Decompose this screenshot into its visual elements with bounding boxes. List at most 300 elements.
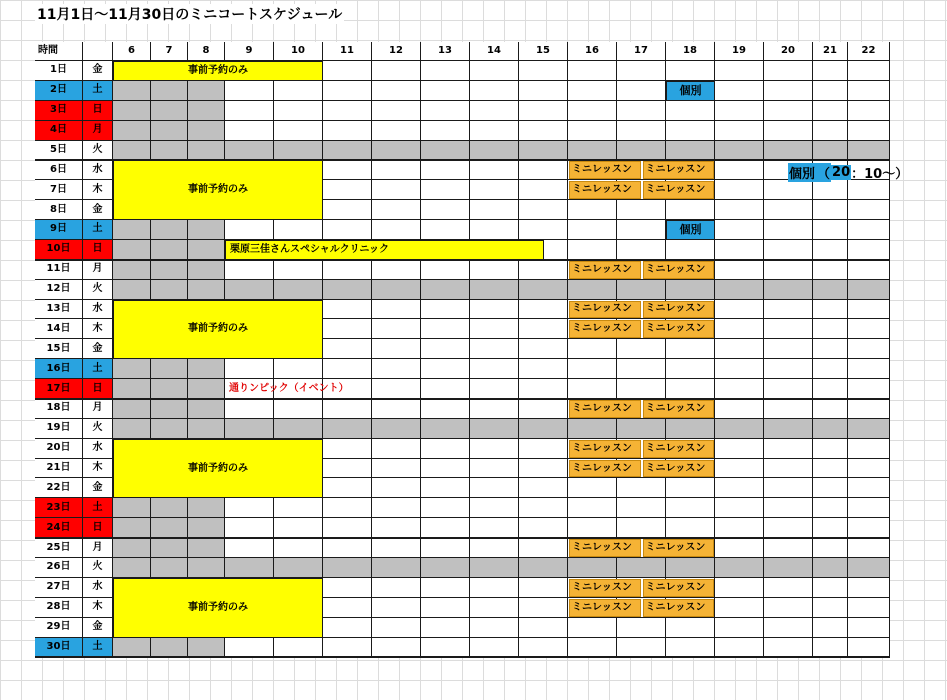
- time-slot-cell[interactable]: [617, 638, 666, 658]
- time-slot-cell[interactable]: [715, 141, 764, 161]
- time-slot-cell[interactable]: [617, 478, 666, 498]
- time-slot-cell[interactable]: [372, 419, 421, 439]
- time-slot-cell[interactable]: [519, 498, 568, 518]
- time-slot-cell[interactable]: [323, 300, 372, 320]
- time-slot-cell[interactable]: [151, 399, 188, 419]
- time-slot-cell[interactable]: [323, 439, 372, 459]
- time-slot-cell[interactable]: [519, 578, 568, 598]
- time-slot-cell[interactable]: [421, 61, 470, 81]
- time-slot-cell[interactable]: [323, 578, 372, 598]
- time-slot-cell[interactable]: [666, 61, 715, 81]
- time-slot-cell[interactable]: [813, 141, 848, 161]
- time-slot-cell[interactable]: [813, 498, 848, 518]
- time-slot-cell[interactable]: [188, 518, 225, 538]
- time-slot-cell[interactable]: [715, 638, 764, 658]
- mini-lesson-block[interactable]: ミニレッスン: [643, 599, 715, 617]
- time-slot-cell[interactable]: [372, 359, 421, 379]
- time-slot-cell[interactable]: [188, 81, 225, 101]
- time-slot-cell[interactable]: [813, 240, 848, 260]
- time-slot-cell[interactable]: [519, 538, 568, 558]
- time-slot-cell[interactable]: [323, 141, 372, 161]
- time-slot-cell[interactable]: [848, 478, 890, 498]
- time-slot-cell[interactable]: [151, 638, 188, 658]
- mini-lesson-block[interactable]: ミニレッスン: [643, 579, 715, 597]
- time-slot-cell[interactable]: [113, 638, 151, 658]
- time-slot-cell[interactable]: [617, 220, 666, 240]
- time-slot-cell[interactable]: [225, 538, 274, 558]
- time-slot-cell[interactable]: [225, 359, 274, 379]
- time-slot-cell[interactable]: [715, 518, 764, 538]
- time-slot-cell[interactable]: [764, 359, 813, 379]
- time-slot-cell[interactable]: [848, 518, 890, 538]
- time-slot-cell[interactable]: [421, 180, 470, 200]
- mini-lesson-block[interactable]: ミニレッスン: [643, 440, 715, 458]
- time-slot-cell[interactable]: [813, 638, 848, 658]
- time-slot-cell[interactable]: [470, 81, 519, 101]
- time-slot-cell[interactable]: [568, 419, 617, 439]
- time-slot-cell[interactable]: [848, 280, 890, 300]
- time-slot-cell[interactable]: [323, 558, 372, 578]
- time-slot-cell[interactable]: [372, 538, 421, 558]
- time-slot-cell[interactable]: [421, 300, 470, 320]
- time-slot-cell[interactable]: [274, 141, 323, 161]
- time-slot-cell[interactable]: [113, 419, 151, 439]
- time-slot-cell[interactable]: [813, 459, 848, 479]
- time-slot-cell[interactable]: [323, 280, 372, 300]
- time-slot-cell[interactable]: [470, 280, 519, 300]
- time-slot-cell[interactable]: [372, 498, 421, 518]
- time-slot-cell[interactable]: [848, 359, 890, 379]
- time-slot-cell[interactable]: [519, 399, 568, 419]
- time-slot-cell[interactable]: [848, 260, 890, 280]
- time-slot-cell[interactable]: [848, 419, 890, 439]
- time-slot-cell[interactable]: [113, 518, 151, 538]
- time-slot-cell[interactable]: [151, 558, 188, 578]
- time-slot-cell[interactable]: [764, 260, 813, 280]
- time-slot-cell[interactable]: [715, 419, 764, 439]
- time-slot-cell[interactable]: [617, 200, 666, 220]
- time-slot-cell[interactable]: [813, 558, 848, 578]
- mini-lesson-block[interactable]: ミニレッスン: [569, 460, 641, 478]
- time-slot-cell[interactable]: [188, 638, 225, 658]
- time-slot-cell[interactable]: [470, 300, 519, 320]
- time-slot-cell[interactable]: [715, 598, 764, 618]
- time-slot-cell[interactable]: [372, 319, 421, 339]
- private-lesson-block[interactable]: 個別: [666, 81, 715, 101]
- time-slot-cell[interactable]: [113, 141, 151, 161]
- time-slot-cell[interactable]: [848, 638, 890, 658]
- time-slot-cell[interactable]: [421, 81, 470, 101]
- time-slot-cell[interactable]: [715, 319, 764, 339]
- time-slot-cell[interactable]: [519, 180, 568, 200]
- time-slot-cell[interactable]: [568, 359, 617, 379]
- time-slot-cell[interactable]: [764, 200, 813, 220]
- time-slot-cell[interactable]: [764, 141, 813, 161]
- time-slot-cell[interactable]: [519, 160, 568, 180]
- time-slot-cell[interactable]: [764, 638, 813, 658]
- time-slot-cell[interactable]: [470, 200, 519, 220]
- time-slot-cell[interactable]: [715, 240, 764, 260]
- time-slot-cell[interactable]: [715, 399, 764, 419]
- time-slot-cell[interactable]: [813, 359, 848, 379]
- time-slot-cell[interactable]: [666, 638, 715, 658]
- time-slot-cell[interactable]: [764, 319, 813, 339]
- time-slot-cell[interactable]: [421, 598, 470, 618]
- time-slot-cell[interactable]: [188, 558, 225, 578]
- time-slot-cell[interactable]: [323, 359, 372, 379]
- time-slot-cell[interactable]: [323, 478, 372, 498]
- time-slot-cell[interactable]: [715, 379, 764, 399]
- time-slot-cell[interactable]: [372, 81, 421, 101]
- time-slot-cell[interactable]: [113, 558, 151, 578]
- time-slot-cell[interactable]: [470, 339, 519, 359]
- time-slot-cell[interactable]: [113, 101, 151, 121]
- time-slot-cell[interactable]: [470, 419, 519, 439]
- time-slot-cell[interactable]: [519, 220, 568, 240]
- time-slot-cell[interactable]: [113, 379, 151, 399]
- time-slot-cell[interactable]: [372, 339, 421, 359]
- private-lesson-block[interactable]: 個別: [666, 220, 715, 240]
- time-slot-cell[interactable]: [848, 339, 890, 359]
- time-slot-cell[interactable]: [666, 141, 715, 161]
- time-slot-cell[interactable]: [519, 141, 568, 161]
- time-slot-cell[interactable]: [764, 498, 813, 518]
- time-slot-cell[interactable]: [617, 558, 666, 578]
- time-slot-cell[interactable]: [113, 359, 151, 379]
- special-clinic-block[interactable]: 栗原三佳さんスペシャルクリニック: [225, 240, 544, 260]
- time-slot-cell[interactable]: [617, 121, 666, 141]
- time-slot-cell[interactable]: [715, 498, 764, 518]
- time-slot-cell[interactable]: [848, 240, 890, 260]
- time-slot-cell[interactable]: [225, 518, 274, 538]
- time-slot-cell[interactable]: [113, 280, 151, 300]
- mini-lesson-block[interactable]: ミニレッスン: [643, 261, 715, 279]
- time-slot-cell[interactable]: [848, 319, 890, 339]
- time-slot-cell[interactable]: [323, 319, 372, 339]
- time-slot-cell[interactable]: [151, 81, 188, 101]
- time-slot-cell[interactable]: [421, 459, 470, 479]
- time-slot-cell[interactable]: [519, 638, 568, 658]
- time-slot-cell[interactable]: [764, 439, 813, 459]
- time-slot-cell[interactable]: [519, 518, 568, 538]
- time-slot-cell[interactable]: [188, 379, 225, 399]
- time-slot-cell[interactable]: [715, 439, 764, 459]
- time-slot-cell[interactable]: [470, 399, 519, 419]
- time-slot-cell[interactable]: [323, 61, 372, 81]
- time-slot-cell[interactable]: [323, 538, 372, 558]
- time-slot-cell[interactable]: [666, 498, 715, 518]
- time-slot-cell[interactable]: [568, 478, 617, 498]
- time-slot-cell[interactable]: [225, 220, 274, 240]
- time-slot-cell[interactable]: [715, 121, 764, 141]
- time-slot-cell[interactable]: [666, 280, 715, 300]
- time-slot-cell[interactable]: [421, 280, 470, 300]
- time-slot-cell[interactable]: [225, 280, 274, 300]
- time-slot-cell[interactable]: [323, 339, 372, 359]
- time-slot-cell[interactable]: [470, 439, 519, 459]
- event-label[interactable]: 通りンピック（イベント）: [229, 383, 349, 395]
- time-slot-cell[interactable]: [372, 439, 421, 459]
- reservation-only-block[interactable]: 事前予約のみ: [113, 439, 323, 499]
- time-slot-cell[interactable]: [813, 180, 848, 200]
- time-slot-cell[interactable]: [470, 260, 519, 280]
- time-slot-cell[interactable]: [715, 280, 764, 300]
- time-slot-cell[interactable]: [764, 578, 813, 598]
- time-slot-cell[interactable]: [519, 61, 568, 81]
- time-slot-cell[interactable]: [764, 339, 813, 359]
- time-slot-cell[interactable]: [421, 419, 470, 439]
- time-slot-cell[interactable]: [225, 101, 274, 121]
- time-slot-cell[interactable]: [372, 220, 421, 240]
- time-slot-cell[interactable]: [421, 518, 470, 538]
- time-slot-cell[interactable]: [813, 220, 848, 240]
- time-slot-cell[interactable]: [225, 638, 274, 658]
- time-slot-cell[interactable]: [421, 399, 470, 419]
- time-slot-cell[interactable]: [470, 180, 519, 200]
- time-slot-cell[interactable]: [568, 618, 617, 638]
- mini-lesson-block[interactable]: ミニレッスン: [643, 181, 715, 199]
- time-slot-cell[interactable]: [813, 81, 848, 101]
- time-slot-cell[interactable]: [666, 240, 715, 260]
- time-slot-cell[interactable]: [421, 578, 470, 598]
- time-slot-cell[interactable]: [715, 359, 764, 379]
- mini-lesson-block[interactable]: ミニレッスン: [569, 161, 641, 179]
- time-slot-cell[interactable]: [715, 300, 764, 320]
- time-slot-cell[interactable]: [421, 618, 470, 638]
- time-slot-cell[interactable]: [372, 61, 421, 81]
- time-slot-cell[interactable]: [666, 359, 715, 379]
- time-slot-cell[interactable]: [715, 101, 764, 121]
- mini-lesson-block[interactable]: ミニレッスン: [569, 181, 641, 199]
- time-slot-cell[interactable]: [764, 399, 813, 419]
- time-slot-cell[interactable]: [568, 280, 617, 300]
- time-slot-cell[interactable]: [151, 260, 188, 280]
- time-slot-cell[interactable]: [764, 618, 813, 638]
- time-slot-cell[interactable]: [470, 578, 519, 598]
- time-slot-cell[interactable]: [617, 379, 666, 399]
- time-slot-cell[interactable]: [617, 101, 666, 121]
- time-slot-cell[interactable]: [323, 101, 372, 121]
- time-slot-cell[interactable]: [848, 180, 890, 200]
- time-slot-cell[interactable]: [813, 598, 848, 618]
- time-slot-cell[interactable]: [813, 260, 848, 280]
- time-slot-cell[interactable]: [323, 419, 372, 439]
- time-slot-cell[interactable]: [323, 459, 372, 479]
- time-slot-cell[interactable]: [666, 379, 715, 399]
- time-slot-cell[interactable]: [372, 518, 421, 538]
- time-slot-cell[interactable]: [225, 81, 274, 101]
- time-slot-cell[interactable]: [848, 220, 890, 240]
- time-slot-cell[interactable]: [274, 280, 323, 300]
- time-slot-cell[interactable]: [519, 280, 568, 300]
- time-slot-cell[interactable]: [421, 319, 470, 339]
- time-slot-cell[interactable]: [519, 558, 568, 578]
- time-slot-cell[interactable]: [421, 359, 470, 379]
- time-slot-cell[interactable]: [813, 379, 848, 399]
- time-slot-cell[interactable]: [421, 220, 470, 240]
- time-slot-cell[interactable]: [813, 399, 848, 419]
- time-slot-cell[interactable]: [715, 260, 764, 280]
- time-slot-cell[interactable]: [421, 638, 470, 658]
- time-slot-cell[interactable]: [274, 359, 323, 379]
- time-slot-cell[interactable]: [848, 558, 890, 578]
- time-slot-cell[interactable]: [813, 578, 848, 598]
- time-slot-cell[interactable]: [372, 300, 421, 320]
- time-slot-cell[interactable]: [568, 339, 617, 359]
- time-slot-cell[interactable]: [274, 101, 323, 121]
- time-slot-cell[interactable]: [813, 200, 848, 220]
- time-slot-cell[interactable]: [323, 121, 372, 141]
- time-slot-cell[interactable]: [666, 200, 715, 220]
- time-slot-cell[interactable]: [323, 200, 372, 220]
- time-slot-cell[interactable]: [519, 339, 568, 359]
- time-slot-cell[interactable]: [188, 359, 225, 379]
- mini-lesson-block[interactable]: ミニレッスン: [643, 539, 715, 557]
- mini-lesson-block[interactable]: ミニレッスン: [643, 320, 715, 338]
- time-slot-cell[interactable]: [372, 638, 421, 658]
- time-slot-cell[interactable]: [617, 280, 666, 300]
- time-slot-cell[interactable]: [617, 618, 666, 638]
- mini-lesson-block[interactable]: ミニレッスン: [643, 400, 715, 418]
- reservation-only-block[interactable]: 事前予約のみ: [113, 300, 323, 360]
- time-slot-cell[interactable]: [470, 498, 519, 518]
- time-slot-cell[interactable]: [764, 81, 813, 101]
- time-slot-cell[interactable]: [764, 518, 813, 538]
- time-slot-cell[interactable]: [666, 478, 715, 498]
- time-slot-cell[interactable]: [470, 319, 519, 339]
- time-slot-cell[interactable]: [568, 518, 617, 538]
- time-slot-cell[interactable]: [813, 339, 848, 359]
- time-slot-cell[interactable]: [519, 101, 568, 121]
- reservation-only-block[interactable]: 事前予約のみ: [113, 61, 323, 81]
- time-slot-cell[interactable]: [372, 101, 421, 121]
- time-slot-cell[interactable]: [225, 558, 274, 578]
- time-slot-cell[interactable]: [323, 638, 372, 658]
- time-slot-cell[interactable]: [813, 121, 848, 141]
- time-slot-cell[interactable]: [617, 498, 666, 518]
- time-slot-cell[interactable]: [188, 121, 225, 141]
- time-slot-cell[interactable]: [813, 319, 848, 339]
- time-slot-cell[interactable]: [715, 478, 764, 498]
- time-slot-cell[interactable]: [421, 260, 470, 280]
- time-slot-cell[interactable]: [225, 121, 274, 141]
- time-slot-cell[interactable]: [372, 399, 421, 419]
- time-slot-cell[interactable]: [848, 141, 890, 161]
- time-slot-cell[interactable]: [274, 260, 323, 280]
- time-slot-cell[interactable]: [225, 399, 274, 419]
- time-slot-cell[interactable]: [519, 618, 568, 638]
- time-slot-cell[interactable]: [188, 260, 225, 280]
- time-slot-cell[interactable]: [113, 399, 151, 419]
- mini-lesson-block[interactable]: ミニレッスン: [569, 579, 641, 597]
- time-slot-cell[interactable]: [421, 200, 470, 220]
- time-slot-cell[interactable]: [470, 121, 519, 141]
- time-slot-cell[interactable]: [151, 240, 188, 260]
- time-slot-cell[interactable]: [372, 558, 421, 578]
- time-slot-cell[interactable]: [519, 459, 568, 479]
- time-slot-cell[interactable]: [151, 518, 188, 538]
- mini-lesson-block[interactable]: ミニレッスン: [569, 599, 641, 617]
- time-slot-cell[interactable]: [617, 339, 666, 359]
- time-slot-cell[interactable]: [715, 558, 764, 578]
- time-slot-cell[interactable]: [470, 459, 519, 479]
- time-slot-cell[interactable]: [715, 220, 764, 240]
- time-slot-cell[interactable]: [274, 419, 323, 439]
- time-slot-cell[interactable]: [764, 419, 813, 439]
- time-slot-cell[interactable]: [715, 180, 764, 200]
- time-slot-cell[interactable]: [113, 498, 151, 518]
- time-slot-cell[interactable]: [151, 220, 188, 240]
- time-slot-cell[interactable]: [519, 478, 568, 498]
- time-slot-cell[interactable]: [323, 180, 372, 200]
- time-slot-cell[interactable]: [715, 160, 764, 180]
- time-slot-cell[interactable]: [470, 160, 519, 180]
- time-slot-cell[interactable]: [764, 220, 813, 240]
- time-slot-cell[interactable]: [813, 618, 848, 638]
- time-slot-cell[interactable]: [274, 121, 323, 141]
- time-slot-cell[interactable]: [470, 598, 519, 618]
- reservation-only-block[interactable]: 事前予約のみ: [113, 578, 323, 638]
- time-slot-cell[interactable]: [151, 121, 188, 141]
- time-slot-cell[interactable]: [848, 121, 890, 141]
- time-slot-cell[interactable]: [617, 61, 666, 81]
- mini-lesson-block[interactable]: ミニレッスン: [569, 440, 641, 458]
- time-slot-cell[interactable]: [715, 339, 764, 359]
- mini-lesson-block[interactable]: ミニレッスン: [569, 301, 641, 319]
- time-slot-cell[interactable]: [617, 240, 666, 260]
- time-slot-cell[interactable]: [113, 81, 151, 101]
- time-slot-cell[interactable]: [421, 141, 470, 161]
- time-slot-cell[interactable]: [715, 538, 764, 558]
- time-slot-cell[interactable]: [764, 538, 813, 558]
- time-slot-cell[interactable]: [848, 61, 890, 81]
- time-slot-cell[interactable]: [470, 558, 519, 578]
- time-slot-cell[interactable]: [519, 300, 568, 320]
- time-slot-cell[interactable]: [813, 61, 848, 81]
- time-slot-cell[interactable]: [421, 558, 470, 578]
- time-slot-cell[interactable]: [715, 618, 764, 638]
- time-slot-cell[interactable]: [519, 419, 568, 439]
- time-slot-cell[interactable]: [470, 359, 519, 379]
- time-slot-cell[interactable]: [813, 478, 848, 498]
- time-slot-cell[interactable]: [715, 459, 764, 479]
- time-slot-cell[interactable]: [421, 160, 470, 180]
- time-slot-cell[interactable]: [764, 478, 813, 498]
- time-slot-cell[interactable]: [421, 339, 470, 359]
- time-slot-cell[interactable]: [225, 141, 274, 161]
- time-slot-cell[interactable]: [113, 220, 151, 240]
- mini-lesson-block[interactable]: ミニレッスン: [643, 161, 715, 179]
- time-slot-cell[interactable]: [519, 439, 568, 459]
- time-slot-cell[interactable]: [568, 141, 617, 161]
- time-slot-cell[interactable]: [151, 379, 188, 399]
- time-slot-cell[interactable]: [421, 101, 470, 121]
- time-slot-cell[interactable]: [470, 518, 519, 538]
- time-slot-cell[interactable]: [372, 618, 421, 638]
- time-slot-cell[interactable]: [470, 618, 519, 638]
- time-slot-cell[interactable]: [715, 578, 764, 598]
- time-slot-cell[interactable]: [151, 419, 188, 439]
- time-slot-cell[interactable]: [848, 498, 890, 518]
- time-slot-cell[interactable]: [323, 160, 372, 180]
- time-slot-cell[interactable]: [848, 439, 890, 459]
- time-slot-cell[interactable]: [372, 459, 421, 479]
- time-slot-cell[interactable]: [188, 399, 225, 419]
- mini-lesson-block[interactable]: ミニレッスン: [569, 539, 641, 557]
- time-slot-cell[interactable]: [568, 379, 617, 399]
- time-slot-cell[interactable]: [568, 121, 617, 141]
- time-slot-cell[interactable]: [470, 478, 519, 498]
